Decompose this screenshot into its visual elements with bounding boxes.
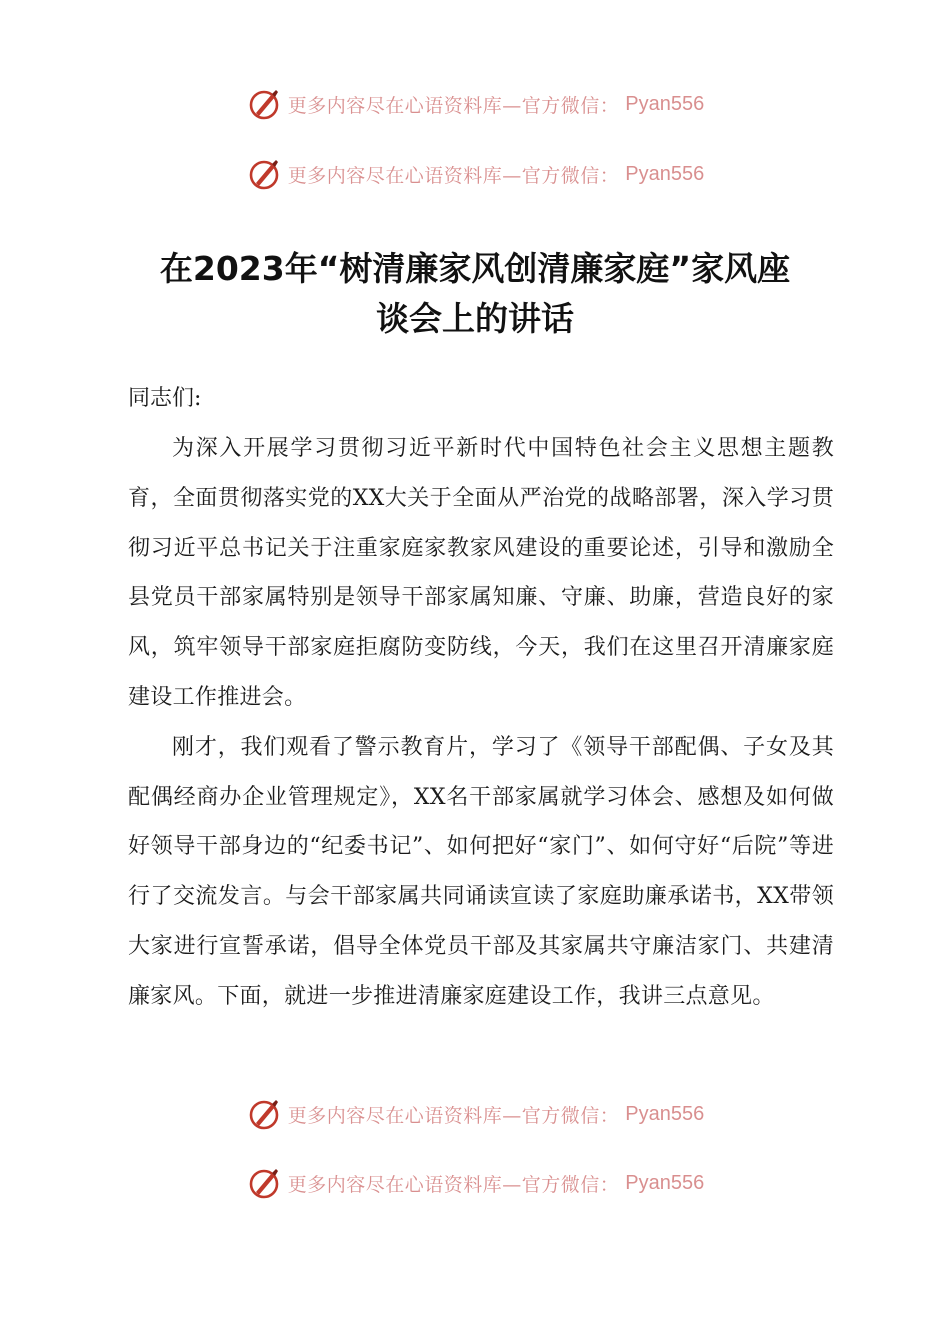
watermark-wechat-id: Pyan556: [625, 1102, 705, 1125]
document-title: [110, 244, 840, 344]
watermark-banner-bottom-2: [0, 1163, 950, 1203]
watermark-wechat-id: Pyan556: [625, 162, 705, 185]
title-line-2: 谈会上的讲话: [376, 299, 574, 338]
title-line-1: 在2023年“树清廉家风创清廉家庭”家风座: [159, 249, 791, 288]
watermark-wechat-id: Pyan556: [625, 1171, 705, 1194]
greeting: 同志们:: [128, 386, 202, 411]
watermark-text: 更多内容尽在心语资料库—官方微信：: [287, 164, 620, 187]
watermark-wechat-id: Pyan556: [625, 92, 705, 115]
pen-logo-icon: [246, 156, 282, 192]
watermark-text: 更多内容尽在心语资料库—官方微信：: [287, 94, 620, 117]
watermark-text: 更多内容尽在心语资料库—官方微信：: [287, 1104, 620, 1127]
paragraph-1: 为深入开展学习贯彻习近平新时代中国特色社会主义思想主题教育，全面贯彻落实党的XX大关于全面从严治党的战略部署，深入学习贯彻习近平总书记关于注重家庭家教家风建设的重要论述，引导和激励全县党员干部家属特别是领导干部家属知廉、守廉、助廉，营造良好的家风，筑牢领导干部家庭拒腐防变防线，今天，我们在这里召开清廉家庭建设工作推进会。: [128, 436, 834, 710]
document-body: [128, 424, 834, 1022]
watermark-text: 更多内容尽在心语资料库—官方微信：: [287, 1173, 620, 1196]
watermark-banner-top-2: [0, 154, 950, 194]
pen-logo-icon: [246, 86, 282, 122]
watermark-banner-top-1: [0, 84, 950, 124]
paragraph-2: 刚才，我们观看了警示教育片，学习了《领导干部配偶、子女及其配偶经商办企业管理规定》，XX名干部家属就学习体会、感想及如何做好领导干部身边的“纪委书记”、如何把好“家门”、如何守好“后院”等进行了交流发言。与会干部家属共同诵读宣读了家庭助廉承诺书，XX带领大家进行宣誓承诺，倡导全体党员干部及其家属共守廉洁家门、共建清廉家风。下面，就进一步推进清廉家庭建设工作，我讲三点意见。: [128, 734, 834, 1009]
pen-logo-icon: [246, 1096, 282, 1132]
pen-logo-icon: [246, 1165, 282, 1201]
watermark-banner-bottom-1: [0, 1094, 950, 1134]
